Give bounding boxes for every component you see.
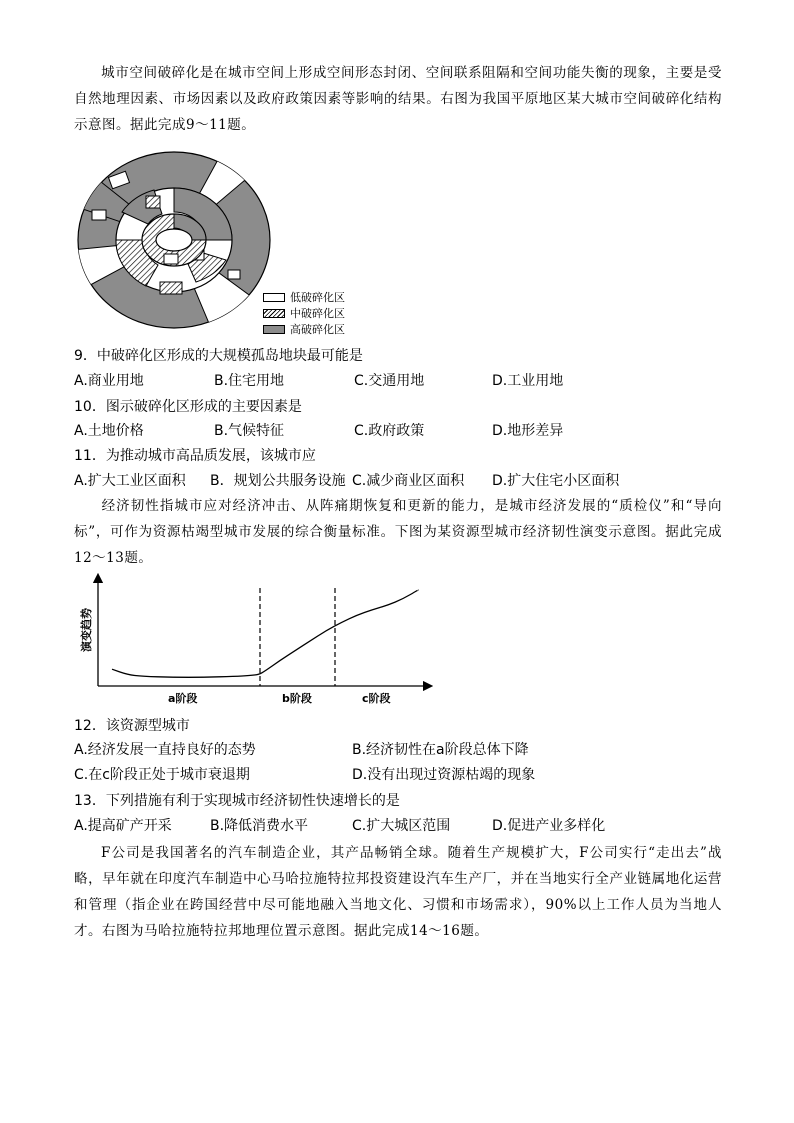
island: [160, 282, 182, 294]
passage-text: F公司是我国著名的汽车制造企业，其产品畅销全球。随着生产规模扩大，F公司实行“走出去”战略，早年就在印度汽车制造中心马哈拉施特拉邦投资建设汽车生产厂，并在当地实行全产业链属地化运营和管理（指企业在跨国经营中尽可能地融入当地文化、习惯和市场需求），90%以上工作人员为当地人才。右图为马哈拉施特拉邦地理位置示意图。据此完成14～16题。: [74, 845, 722, 939]
diagram-legend: [263, 289, 345, 337]
passage-economic-resilience: [74, 493, 722, 571]
option-c[interactable]: C.交通用地: [354, 373, 425, 389]
legend-mid-label: 中破碎化区: [290, 307, 345, 320]
resilience-chart: [76, 572, 436, 708]
island: [92, 210, 106, 220]
fragmentation-diagram: [76, 150, 272, 330]
island: [146, 196, 160, 208]
passage-f-company: [74, 840, 722, 944]
option-b[interactable]: B.经济韧性在a阶段总体下降: [352, 742, 529, 758]
option-c[interactable]: C.扩大城区范围: [352, 818, 451, 834]
resilience-trend-line: [112, 590, 418, 677]
island: [164, 254, 178, 264]
passage-text: 经济韧性指城市应对经济冲击、从阵痛期恢复和更新的能力，是城市经济发展的“质检仪”和“导向标”，可作为资源枯竭型城市发展的综合衡量标准。下图为某资源型城市经济韧性演变示意图。据此完成12～13题。: [74, 498, 722, 566]
question-13: 13．下列措施有利于实现城市经济韧性快速增长的是: [74, 793, 400, 809]
swatch-high: [263, 325, 285, 334]
swatch-low: [263, 293, 285, 302]
stage-a-label: a阶段: [168, 692, 198, 705]
y-axis-label: 演变趋势: [80, 608, 93, 652]
question-12: 12．该资源型城市: [74, 718, 190, 734]
option-d[interactable]: D.促进产业多样化: [492, 818, 606, 834]
legend-mid: [263, 305, 345, 321]
option-d[interactable]: D.工业用地: [492, 373, 564, 389]
option-c[interactable]: C.政府政策: [354, 423, 425, 439]
question-12-options-row1: [74, 739, 734, 761]
stage-b-label: b阶段: [282, 692, 312, 705]
option-a[interactable]: A.扩大工业区面积: [74, 473, 186, 489]
passage-text: 城市空间破碎化是在城市空间上形成空间形态封闭、空间联系阻隔和空间功能失衡的现象，主要是受自然地理因素、市场因素以及政府政策因素等影响的结果。右图为我国平原地区某大城市空间破碎化结构示意图。据此完成9～11题。: [74, 65, 722, 133]
option-d[interactable]: D.地形差异: [492, 423, 564, 439]
option-d[interactable]: D.没有出现过资源枯竭的现象: [352, 767, 536, 783]
question-10-options: [74, 420, 734, 442]
question-10: 10．图示破碎化区形成的主要因素是: [74, 399, 302, 415]
question-11-options: [74, 470, 734, 492]
option-d[interactable]: D.扩大住宅小区面积: [492, 473, 620, 489]
core: [156, 229, 192, 251]
stage-c-label: c阶段: [362, 692, 391, 705]
option-a[interactable]: A.提高矿产开采: [74, 818, 172, 834]
question-9: 9．中破碎化区形成的大规模孤岛地块最可能是: [74, 348, 363, 364]
option-a[interactable]: A.经济发展一直持良好的态势: [74, 742, 256, 758]
island: [228, 270, 240, 279]
question-9-options: [74, 370, 734, 392]
passage-urban-fragmentation: [74, 60, 722, 138]
option-b[interactable]: B.住宅用地: [214, 373, 285, 389]
question-12-options-row2: [74, 764, 734, 786]
swatch-mid: [263, 309, 285, 318]
option-b[interactable]: B.降低消费水平: [210, 818, 309, 834]
question-13-options: [74, 815, 734, 837]
option-c[interactable]: C.减少商业区面积: [352, 473, 465, 489]
legend-low: [263, 289, 345, 305]
legend-high-label: 高破碎化区: [290, 323, 345, 336]
option-a[interactable]: A.商业用地: [74, 373, 144, 389]
legend-high: [263, 321, 345, 337]
option-b[interactable]: B．规划公共服务设施: [210, 473, 346, 489]
legend-low-label: 低破碎化区: [290, 291, 345, 304]
option-b[interactable]: B.气候特征: [214, 423, 285, 439]
question-11: 11．为推动城市高品质发展，该城市应: [74, 448, 316, 464]
option-c[interactable]: C.在c阶段正处于城市衰退期: [74, 767, 250, 783]
option-a[interactable]: A.土地价格: [74, 423, 144, 439]
